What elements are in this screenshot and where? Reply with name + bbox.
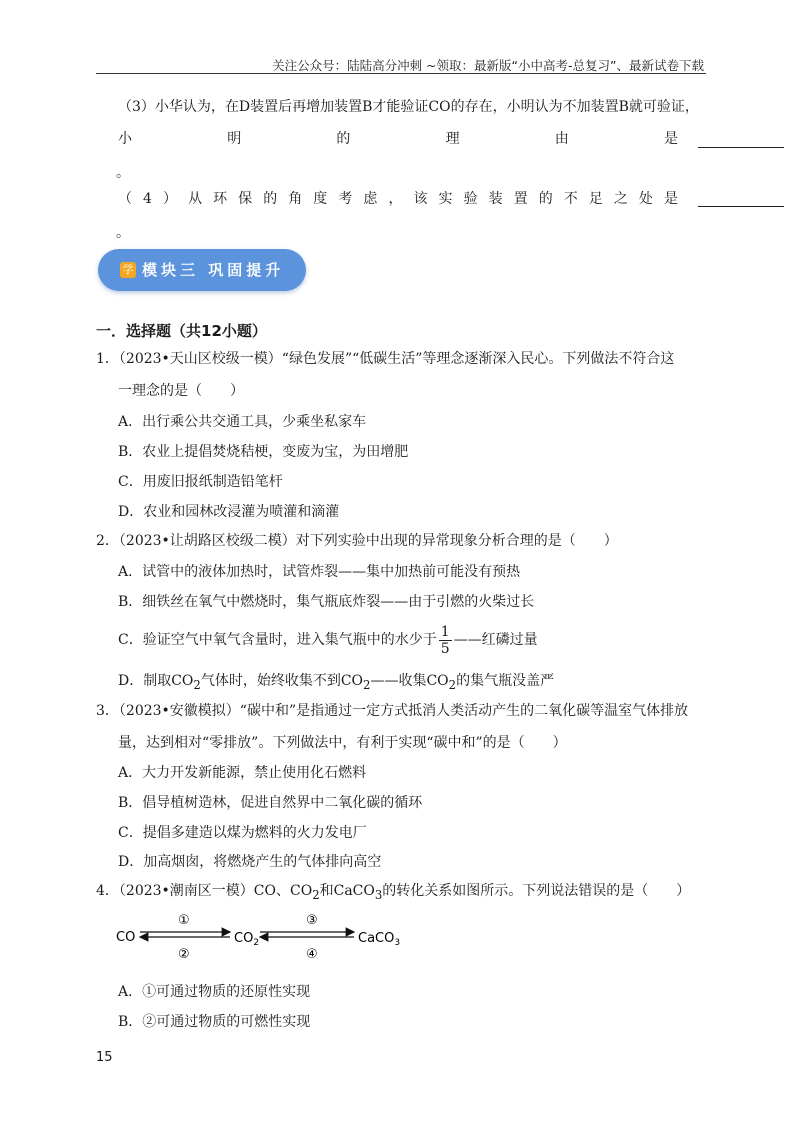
q2-option-b: B．细铁丝在氧气中燃烧时，集气瓶底炸裂——由于引燃的火柴过长: [118, 594, 535, 610]
q4-env-char: 保: [238, 191, 253, 207]
q4-stem-part1: 4．（2023•潮南区一模）CO、CO: [96, 883, 313, 899]
q4-option-a: A．①可通过物质的还原性实现: [118, 984, 311, 1000]
module-banner: [98, 249, 306, 291]
q4-env-char: 处: [638, 191, 653, 207]
q3-option-c: C．提倡多建造以煤为燃料的火力发电厂: [118, 825, 367, 841]
q2-option-a: A．试管中的液体加热时，试管炸裂——集中加热前可能没有预热: [118, 564, 521, 580]
q4-stem: [96, 881, 690, 905]
module-banner-title: 模块三 巩固提升: [142, 261, 285, 279]
q4-env-char: 置: [513, 191, 528, 207]
q1-option-a: A．出行乘公共交通工具，少乘坐私家车: [118, 414, 367, 430]
q4-env-char: 4: [143, 191, 152, 207]
subscript: 2: [193, 677, 201, 692]
q3-stem-line1: 3．（2023•安徽模拟）“碳中和”是指通过一定方式抵消人类活动产生的二氧化碳等温室气体排放: [96, 703, 689, 719]
conversion-diagram: [110, 908, 410, 964]
label-reaction-1: ①: [178, 913, 190, 928]
node-caco3: [358, 931, 400, 948]
q4-env-char: （: [118, 191, 132, 207]
answer-blank-q4: [698, 206, 784, 207]
q1-option-c: C．用废旧报纸制造铅笔杆: [118, 474, 283, 490]
prev-q4-line: [118, 189, 678, 209]
q2-d-part4: 的集气瓶没盖严: [456, 673, 555, 689]
q4-env-char: 该: [413, 191, 428, 207]
node-co2-base: CO: [234, 931, 254, 946]
q3-reason-char: 小: [118, 131, 132, 147]
subscript: 2: [312, 887, 320, 902]
section-title: 一．选择题（共12小题）: [96, 322, 267, 340]
label-reaction-3: ③: [306, 913, 318, 928]
q4-env-char: 之: [613, 191, 628, 207]
q2-stem: 2．（2023•让胡路区校级二模）对下列实验中出现的异常现象分析合理的是（ ）: [96, 533, 618, 549]
prev-q3-reason-line: [118, 129, 678, 149]
q4-env-char: 环: [213, 191, 228, 207]
label-reaction-4: ④: [306, 947, 318, 962]
q3-reason-char: 理: [445, 131, 460, 147]
q3-option-a: A．大力开发新能源，禁止使用化石燃料: [118, 765, 367, 781]
q2-option-c-text: C．验证空气中氧气含量时，进入集气瓶中的水少于: [118, 632, 437, 648]
q3-reason-char: 由: [554, 131, 569, 147]
prev-q4-end: 。: [116, 225, 130, 241]
q4-env-char: 从: [188, 191, 203, 207]
q4-env-char: 虑: [363, 191, 378, 207]
q2-d-part2: 气体时，始终收集不到CO: [200, 673, 364, 689]
q4-env-char: 度: [313, 191, 328, 207]
fraction-one-fifth: [439, 624, 452, 657]
node-caco3-base: CaCO: [358, 931, 395, 946]
subscript: 2: [363, 677, 371, 692]
q4-stem-part3: 的转化关系如图所示。下列说法错误的是（ ）: [382, 883, 691, 899]
q4-env-char: 足: [588, 191, 603, 207]
page-header: 关注公众号：陆陆高分冲刺 ~领取：最新版“小中高考-总复习”、最新试卷下载: [272, 58, 704, 73]
q1-stem-line2: 一理念的是（ ）: [118, 383, 244, 399]
q4-stem-part2: 和CaCO: [319, 883, 375, 899]
subscript: 3: [374, 887, 383, 902]
subscript: 3: [394, 938, 401, 948]
q2-d-part1: D．制取CO: [118, 673, 194, 689]
subscript: 2: [253, 938, 260, 948]
q4-env-char: ，: [388, 191, 403, 207]
q3-option-d: D．加高烟囱，将燃烧产生的气体排向高空: [118, 854, 382, 870]
q3-option-b: B．倡导植树造林，促进自然界中二氧化碳的循环: [118, 795, 423, 811]
q4-env-char: ）: [163, 191, 178, 207]
q3-stem-line2: 量，达到相对“零排放”。下列做法中，有利于实现“碳中和”的是（ ）: [118, 735, 567, 751]
q4-env-char: 实: [438, 191, 453, 207]
prev-q3-line1: （3）小华认为，在D装置后再增加装置B才能验证CO的存在，小明认为不加装置B就可验证，: [118, 99, 699, 115]
q3-reason-char: 的: [336, 131, 351, 147]
node-co: CO: [116, 930, 136, 945]
q1-option-d: D．农业和园林改浸灌为喷灌和滴灌: [118, 504, 340, 520]
q1-option-b: B．农业上提倡焚烧秸梗，变废为宝，为田增肥: [118, 444, 409, 460]
q2-d-part3: ——收集CO: [370, 673, 449, 689]
label-reaction-2: ②: [178, 947, 190, 962]
q4-env-char: 装: [488, 191, 503, 207]
q1-stem-line1: 1．（2023•天山区校级一模）“绿色发展”“低碳生活”等理念逐渐深入民心。下列做法不符合这: [96, 351, 675, 367]
q4-env-char: 是: [663, 191, 678, 207]
node-co2: [234, 931, 259, 948]
answer-blank-q3: [698, 147, 784, 148]
q3-reason-char: 明: [227, 131, 242, 147]
fraction-numerator: 1: [440, 623, 450, 640]
page-number: 15: [96, 1050, 113, 1065]
q4-env-char: 不: [563, 191, 578, 207]
q4-env-char: 角: [288, 191, 303, 207]
q3-reason-char: 是: [663, 131, 678, 147]
subscript: 2: [448, 677, 457, 692]
q4-env-char: 考: [338, 191, 353, 207]
q2-option-d: [118, 671, 554, 695]
prev-q3-end: 。: [116, 165, 130, 181]
q2-option-c: [118, 620, 538, 660]
q4-env-char: 的: [538, 191, 553, 207]
q4-env-char: 验: [463, 191, 478, 207]
q2-option-c-tail: ——红磷过量: [453, 632, 538, 648]
header-rule: [96, 73, 706, 74]
fraction-denominator: 5: [440, 640, 450, 657]
study-icon: 学: [120, 262, 136, 278]
q4-env-char: 的: [263, 191, 278, 207]
q4-option-b: B．②可通过物质的可燃性实现: [118, 1014, 311, 1030]
